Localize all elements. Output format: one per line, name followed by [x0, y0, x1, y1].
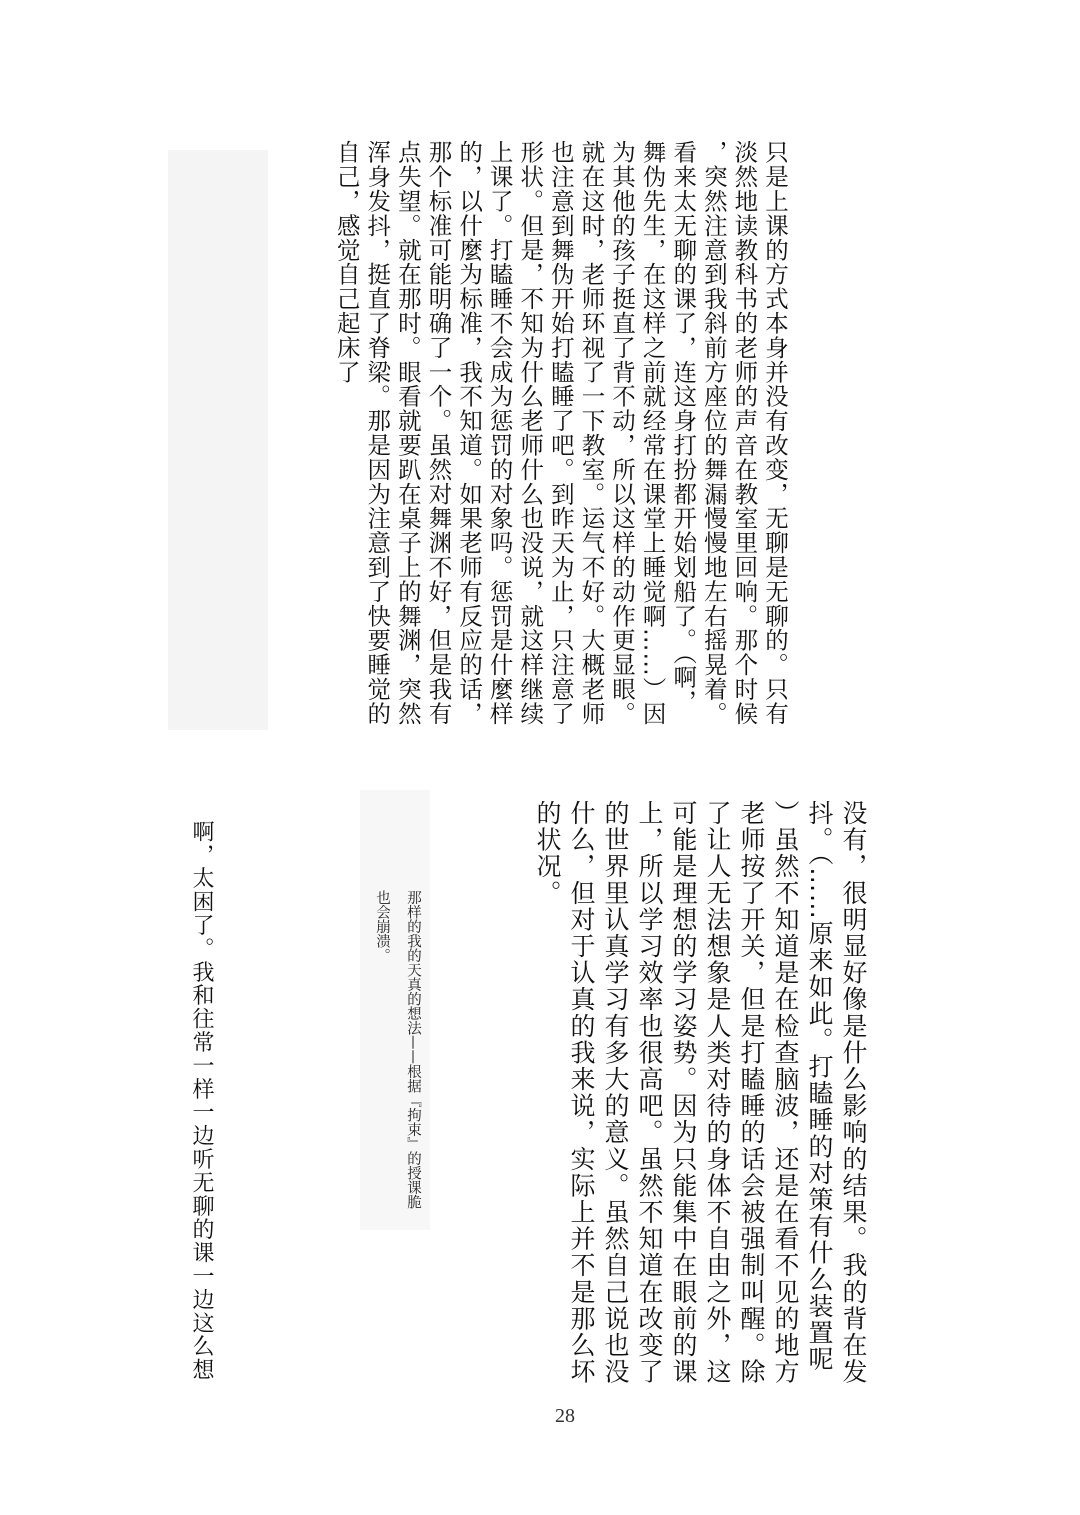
text-column: ，突然注意到我斜前方座位的舞漏慢慢地左右摇晃着。 [699, 140, 728, 726]
text-column: 上，所以学习效率也很高吧。虽然不知道在改变了 [635, 800, 664, 1386]
text-column: 看来太无聊的课了，连这身打扮都开始划船了。（啊， [669, 140, 698, 714]
aside-column: 那样的我的天真的想法——根据『拘束』的授课脆 [405, 890, 421, 1209]
text-column: ）虽然不知道是在检查脑波，还是在看不见的地方 [771, 800, 800, 1386]
aside-text [366, 890, 428, 1220]
main-text-bottom [530, 800, 870, 1390]
main-text-top [332, 140, 790, 740]
text-column: 啊，太困了。我和往常一样一边听无聊的课一边这么想 [189, 820, 214, 1382]
text-column: 的世界里认真学习有多大的意义。虽然自己说也没 [601, 800, 630, 1386]
text-column: 什么，但对于认真的我来说，实际上并不是那么坏 [567, 800, 596, 1386]
scan-shading [168, 150, 268, 730]
text-column: 就在这时，老师环视了一下教室。运气不好。大概老师 [577, 140, 606, 726]
text-column: 了让人无法想象是人类对待的身体不自由之外，这 [703, 800, 732, 1386]
left-text-line [184, 820, 218, 1385]
text-column: 只是上课的方式本身并没有改变，无聊是无聊的。只有 [761, 140, 789, 726]
text-column: 点失望。就在那时。眼看就要趴在桌子上的舞渊，突然 [393, 140, 422, 726]
text-column: 抖。（……原来如此。打瞌睡的对策有什么装置呢 [805, 800, 834, 1373]
text-column: 老师按了开关，但是打瞌睡的话会被强制叫醒。除 [737, 800, 766, 1386]
text-column: 浑身发抖，挺直了脊梁。那是因为注意到了快要睡觉的 [363, 140, 392, 726]
text-column: 形状。但是，不知为什么老师什么也没说，就这样继续 [516, 140, 545, 726]
text-column: 的，以什麼为标准，我不知道。如果老师有反应的话， [455, 140, 484, 726]
text-column: 为其他的孩子挺直了背不动，所以这样的动作更显眼。 [608, 140, 637, 726]
text-column: 没有，很明显好像是什么影响的结果。我的背在发 [839, 800, 868, 1386]
text-column: 舞伪先生，在这样之前就经常在课堂上睡觉啊……）因 [638, 140, 667, 726]
text-column: 也注意到舞伪开始打瞌睡了吧。到昨天为止，只注意了 [546, 140, 575, 726]
text-column: 上课了。打瞌睡不会成为惩罚的对象吗。惩罚是什麼样 [485, 140, 514, 726]
text-column: 淡然地读教科书的老师的声音在教室里回响。那个时候 [730, 140, 759, 726]
text-column: 可能是理想的学习姿势。因为只能集中在眼前的课 [669, 800, 698, 1386]
aside-column: 也会崩溃。 [374, 890, 390, 963]
page-number: 28 [555, 1405, 575, 1427]
text-column: 的状况。 [533, 800, 562, 907]
text-column: 自己，感觉自己起床了 [332, 140, 361, 384]
text-column: 那个标准可能明确了一个。虽然对舞渊不好，但是我有 [424, 140, 453, 726]
